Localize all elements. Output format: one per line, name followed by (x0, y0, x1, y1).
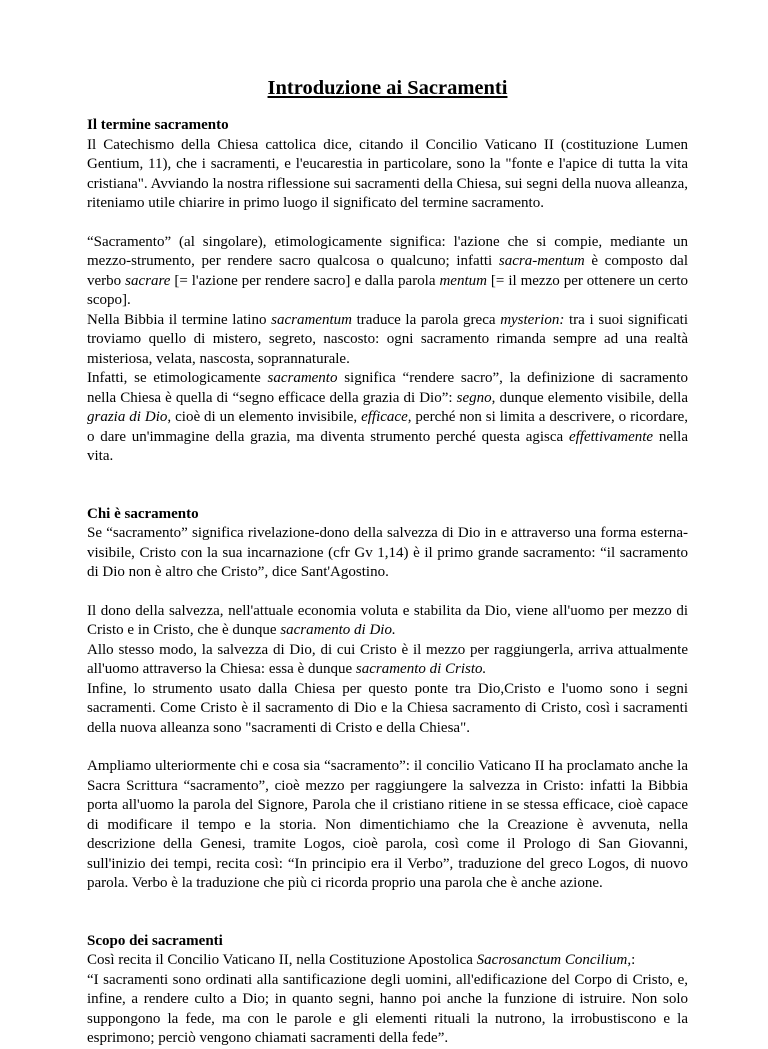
italic-run: effettivamente (568, 428, 654, 445)
text-run: Infine, lo strumento usato dalla Chiesa per questo ponte tra Dio,Cristo e l'uomo sono i segni sacramenti. Come Cristo è il sacramento di Dio e la Chiesa sacramento di Cristo, così i sacramenti della nuova alleanza sono "sacramenti di Cristo e della Chiesa". (87, 680, 688, 736)
italic-run: Sacrosanctum Concilium (476, 952, 628, 968)
paragraph (87, 757, 688, 894)
text-run: Ampliamo ulteriormente chi e cosa sia “sacramento”: il concilio Vaticano II ha proclamato anche la Sacra Scrittura “sacramento”, cioè mezzo per raggiungere la salvezza in Cristo: infatti la Bibbia porta all'uomo la parola del Signore, Parola che il cristiano ritiene in se stessa efficace, cioè capace di modificare il tempo e la storia. Non dimentichiamo che la Creazione è avvenuta, nella descrizione della Genesi, tramite Logos, cioè parola, così come il Prologo di San Giovanni, sull'inizio dei tempi, recita così: “In principio era il Verbo”, traduzione del greco Logos, di nuovo parola. Verbo è la traduzione che più ci ricorda proprio una parola che è anche azione. (87, 758, 688, 891)
text-run: è composto dal verbo (87, 253, 688, 289)
italic-run: mysterion: (500, 311, 565, 328)
paragraph (87, 311, 688, 370)
text-run: [= l'azione per rendere sacro] e dalla parola (170, 272, 440, 289)
text-run: Così recita il Concilio Vaticano II, nella Costituzione Apostolica (87, 952, 477, 968)
italic-run: grazia di Dio (87, 409, 168, 425)
text-run: Se “sacramento” significa rivelazione-dono della salvezza di Dio in e attraverso una forma esterna-visibile, Cristo con la sua incarnazione (cfr Gv 1,14) è il primo grande sacramento: “il sacramento di Dio non è altro che Cristo”, dice Sant'Agostino. (87, 525, 688, 580)
paragraph (87, 602, 688, 641)
paragraph (87, 680, 688, 739)
italic-run: sacramento di Cristo. (355, 661, 487, 677)
text-run: “Sacramento” (al singolare), etimologicamente significa: l'azione che si compie, mediante un mezzo-strumento, per rendere sacro qualcosa o qualcuno; infatti (87, 233, 688, 269)
text-run: , cioè di un elemento invisibile, (167, 409, 362, 425)
italic-run: sacra-mentum (498, 253, 585, 269)
text-run: significa “rendere sacro”, la definizione di sacramento nella Chiesa è quella di “segno efficace della grazia di Dio”: (87, 370, 689, 406)
paragraph (87, 971, 688, 1049)
text-run: perché non si limita a descrivere, o ricordare, o dare un'immagine della grazia, ma diventa strumento perché questa agisca (87, 409, 688, 445)
text-run: [= il mezzo per ottenere un certo scopo]. (87, 272, 688, 308)
paragraph (87, 136, 688, 214)
section-scopo-dei-sacramenti (87, 932, 688, 1049)
text-run: “I sacramenti sono ordinati alla santificazione degli uomini, all'edificazione del Corpo di Cristo, e, infine, a rendere culto a Dio; in quanto segni, hanno poi anche la funzione di istruire. Non solo suppongono la fede, ma con le parole e gli elementi rituali la nutrono, la irrobustiscono e la esprimono; perciò vengono chiamati sacramenti della fede”. (87, 971, 688, 1046)
italic-run: sacramentum (271, 311, 352, 328)
italic-run: sacramento di Dio. (280, 622, 396, 638)
text-run: Infatti, se etimologicamente (87, 370, 268, 386)
paragraph (87, 233, 688, 311)
text-run: Nella Bibbia il termine latino (87, 311, 272, 328)
text-run: , dunque elemento visibile, della (491, 389, 689, 406)
section-chi-e-sacramento (87, 505, 688, 894)
section-heading: Scopo dei sacramenti (87, 932, 223, 949)
text-run: tra i suoi significati troviamo quello di mistero, segreto, nascosto: ogni sacramento rimanda sempre ad una realtà misteriosa, velata, nascosta, soprannaturale. (87, 311, 688, 367)
italic-run: sacramento (267, 370, 338, 386)
text-run: Il dono della salvezza, nell'attuale economia voluta e stabilita da Dio, viene all'uomo per mezzo di Cristo e in Cristo, che è dunque (87, 602, 688, 638)
paragraph (87, 951, 688, 971)
document-title: Introduzione ai Sacramenti (267, 77, 508, 99)
paragraph (87, 524, 688, 583)
paragraph (87, 641, 688, 680)
text-run: nella vita. (87, 428, 688, 464)
italic-run: efficace, (361, 409, 412, 425)
section-heading: Il termine sacramento (87, 117, 229, 133)
paragraph (87, 369, 688, 467)
section-termine-sacramento (87, 116, 688, 467)
italic-run: sacrare (125, 272, 171, 289)
italic-run: mentum (439, 272, 487, 289)
text-run: Il Catechismo della Chiesa cattolica dice, citando il Concilio Vaticano II (costituzione Lumen Gentium, 11), che i sacramenti, e l'eucarestia in particolare, sono la "fonte e l'apice di tutta la vita cristiana". Avviando la nostra riflessione sui sacramenti della Chiesa, sui segni della nuova alleanza, riteniamo utile chiarire in primo luogo il significato del termine sacramento. (87, 136, 688, 211)
text-run: ,: (627, 952, 636, 968)
italic-run: segno (456, 389, 492, 406)
text-run: Allo stesso modo, la salvezza di Dio, di cui Cristo è il mezzo per raggiungerla, arriva attualmente all'uomo attraverso la Chiesa: essa è dunque (87, 641, 688, 677)
text-run: traduce la parola greca (351, 311, 501, 328)
section-heading: Chi è sacramento (87, 505, 199, 522)
